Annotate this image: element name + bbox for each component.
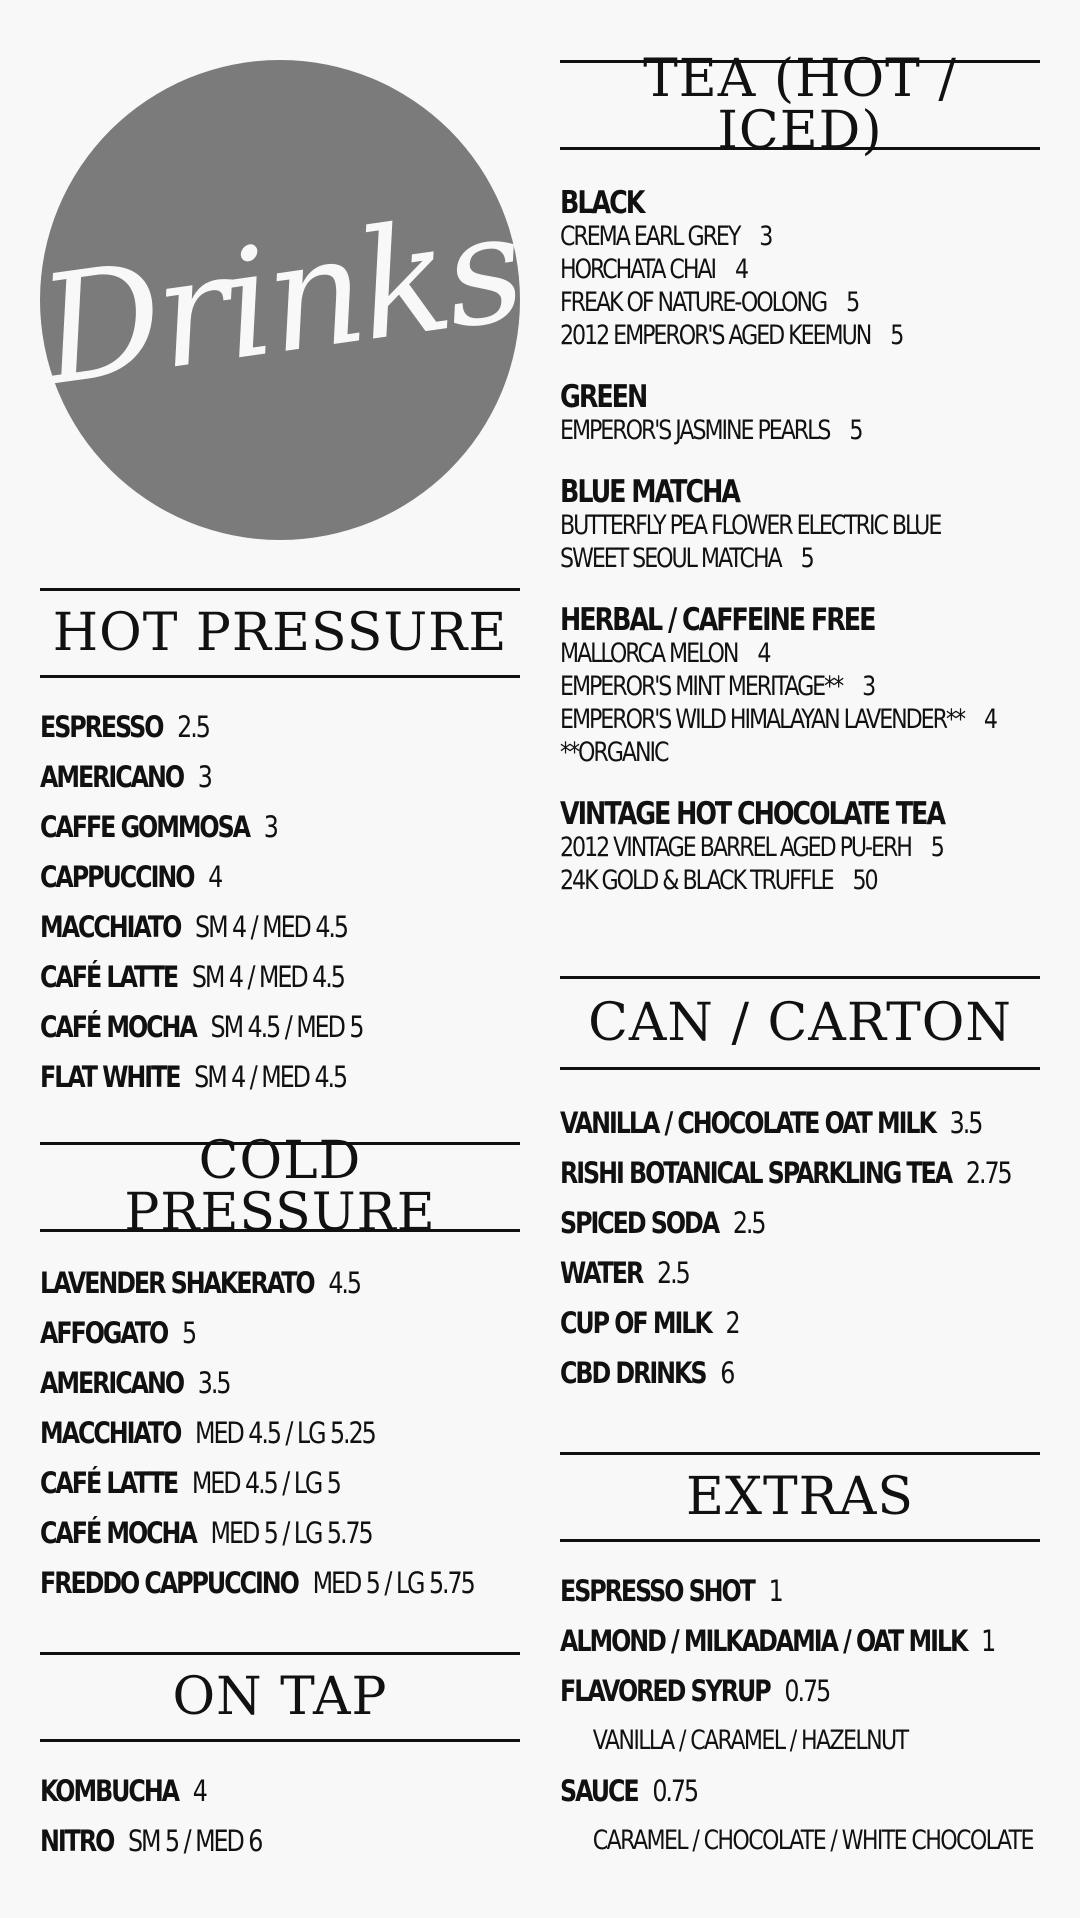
item-name: SAUCE xyxy=(560,1774,638,1808)
menu-item xyxy=(40,702,450,752)
item-price: MED 4.5 / LG 5 xyxy=(191,1466,340,1500)
tea-group xyxy=(560,603,1080,769)
menu-item xyxy=(560,1666,970,1716)
item-name: CAFÉ MOCHA xyxy=(40,1516,196,1550)
menu-item xyxy=(40,1358,450,1408)
tea-heading: TEA (HOT / ICED) xyxy=(560,60,1040,150)
tea-item: SWEET SEOUL MATCHA 5 xyxy=(560,543,813,574)
tea-category: HERBAL / CAFFEINE FREE xyxy=(560,602,875,638)
item-price: 3.5 xyxy=(949,1106,982,1140)
menu-item xyxy=(40,952,450,1002)
menu-item xyxy=(40,902,450,952)
can-carton-heading: CAN / CARTON xyxy=(560,976,1040,1070)
menu-item xyxy=(560,1616,995,1666)
item-name: CUP OF MILK xyxy=(560,1306,711,1340)
menu-item xyxy=(40,1408,450,1458)
hot-pressure-list xyxy=(40,702,540,1102)
item-name: VANILLA / CHOCOLATE OAT MILK xyxy=(560,1106,935,1140)
menu-item xyxy=(560,1198,970,1248)
tea-item: 24K GOLD & BLACK TRUFFLE 50 xyxy=(560,865,877,896)
tea-category: GREEN xyxy=(560,379,647,415)
tea-group xyxy=(560,380,1080,447)
item-name: LAVENDER SHAKERATO xyxy=(40,1266,314,1300)
hot-pressure-heading: HOT PRESSURE xyxy=(40,588,520,678)
item-name: CAPPUCCINO xyxy=(40,860,194,894)
logo-text: Drinks xyxy=(30,180,530,420)
tea-item: EMPEROR'S JASMINE PEARLS 5 xyxy=(560,415,862,446)
item-name: KOMBUCHA xyxy=(40,1774,179,1808)
item-price: 3 xyxy=(197,760,211,794)
menu-item xyxy=(560,1248,970,1298)
menu-item xyxy=(40,1816,450,1866)
item-options: VANILLA / CARAMEL / HAZELNUT xyxy=(592,1725,908,1756)
item-price: SM 4 / MED 4.5 xyxy=(194,1060,347,1094)
item-price: SM 4.5 / MED 5 xyxy=(210,1010,363,1044)
tea-category: VINTAGE HOT CHOCOLATE TEA xyxy=(560,796,944,832)
item-price: 2.5 xyxy=(177,710,209,744)
item-price: 2.75 xyxy=(965,1156,1011,1190)
tea-list xyxy=(560,186,1080,925)
item-name: RISHI BOTANICAL SPARKLING TEA xyxy=(560,1156,952,1190)
item-name: CBD DRINKS xyxy=(560,1356,706,1390)
menu-item xyxy=(40,802,450,852)
item-price: 6 xyxy=(720,1356,734,1390)
item-name: CAFFE GOMMOSA xyxy=(40,810,250,844)
menu-item xyxy=(40,1508,450,1558)
tea-item: CREMA EARL GREY 3 xyxy=(560,221,772,252)
menu-item xyxy=(40,752,450,802)
menu-item xyxy=(40,1002,450,1052)
item-options: CARAMEL / CHOCOLATE / WHITE CHOCOLATE xyxy=(592,1825,1033,1856)
item-price: 4.5 xyxy=(328,1266,361,1300)
item-name: AMERICANO xyxy=(40,760,184,794)
item-price: 3.5 xyxy=(197,1366,230,1400)
item-name: AMERICANO xyxy=(40,1366,184,1400)
tea-item: 2012 VINTAGE BARREL AGED PU-ERH 5 xyxy=(560,832,943,863)
menu-item xyxy=(40,1766,450,1816)
menu-item xyxy=(560,1566,970,1616)
item-price: 4 xyxy=(192,1774,206,1808)
item-price: 5 xyxy=(181,1316,196,1350)
item-price: SM 4 / MED 4.5 xyxy=(195,910,348,944)
item-price: MED 5 / LG 5.75 xyxy=(312,1566,474,1600)
item-price: 0.75 xyxy=(652,1774,698,1808)
on-tap-heading: ON TAP xyxy=(40,1652,520,1742)
tea-group xyxy=(560,186,1080,352)
item-name: ESPRESSO xyxy=(40,710,163,744)
tea-item: BUTTERFLY PEA FLOWER ELECTRIC BLUE xyxy=(560,510,941,541)
item-price: 2.5 xyxy=(732,1206,765,1240)
tea-group xyxy=(560,475,1080,575)
cold-pressure-list xyxy=(40,1258,540,1608)
menu-item xyxy=(40,1308,450,1358)
item-price: 4 xyxy=(208,860,222,894)
item-price: 3 xyxy=(263,810,277,844)
tea-group xyxy=(560,797,1080,897)
menu-item xyxy=(560,1148,1011,1198)
item-name: ALMOND / MILKADAMIA / OAT MILK xyxy=(560,1624,967,1658)
item-price: 1 xyxy=(981,1624,995,1658)
item-name: NITRO xyxy=(40,1824,114,1858)
tea-item: MALLORCA MELON 4 xyxy=(560,638,770,669)
extras-heading: EXTRAS xyxy=(560,1452,1040,1542)
item-name: ESPRESSO SHOT xyxy=(560,1574,754,1608)
item-name: WATER xyxy=(560,1256,643,1290)
extras-list xyxy=(560,1566,1060,1866)
menu-item xyxy=(40,852,450,902)
menu-item xyxy=(40,1258,450,1308)
tea-item: EMPEROR'S WILD HIMALAYAN LAVENDER** 4 xyxy=(560,704,996,735)
item-name: CAFÉ MOCHA xyxy=(40,1010,196,1044)
tea-category: BLACK xyxy=(560,185,644,221)
item-name: SPICED SODA xyxy=(560,1206,719,1240)
tea-item: EMPEROR'S MINT MERITAGE** 3 xyxy=(560,671,875,702)
item-name: FREDDO CAPPUCCINO xyxy=(40,1566,298,1600)
menu-item xyxy=(40,1458,450,1508)
item-price: SM 5 / MED 6 xyxy=(128,1824,262,1858)
item-price: MED 4.5 / LG 5.25 xyxy=(195,1416,375,1450)
menu-item xyxy=(560,1348,970,1398)
menu-item xyxy=(560,1298,970,1348)
menu-item xyxy=(560,1766,970,1816)
item-name: MACCHIATO xyxy=(40,1416,181,1450)
item-name: CAFÉ LATTE xyxy=(40,960,178,994)
tea-category: BLUE MATCHA xyxy=(560,474,739,510)
item-price: MED 5 / LG 5.75 xyxy=(210,1516,372,1550)
tea-item: FREAK OF NATURE-OOLONG 5 xyxy=(560,287,859,318)
menu-item xyxy=(40,1052,450,1102)
item-price: 1 xyxy=(768,1574,782,1608)
tea-item: **ORGANIC xyxy=(560,737,668,768)
item-name: AFFOGATO xyxy=(40,1316,168,1350)
item-price: 0.75 xyxy=(784,1674,830,1708)
drinks-logo xyxy=(30,60,530,540)
tea-item: HORCHATA CHAI 4 xyxy=(560,254,747,285)
on-tap-list xyxy=(40,1766,540,1866)
item-name: FLAVORED SYRUP xyxy=(560,1674,770,1708)
tea-item: 2012 EMPEROR'S AGED KEEMUN 5 xyxy=(560,320,903,351)
item-price: 2 xyxy=(725,1306,739,1340)
item-name: CAFÉ LATTE xyxy=(40,1466,178,1500)
item-name: FLAT WHITE xyxy=(40,1060,180,1094)
menu-item xyxy=(560,1098,982,1148)
item-price: 2.5 xyxy=(657,1256,689,1290)
cold-pressure-heading: COLD PRESSURE xyxy=(40,1142,520,1232)
can-carton-list xyxy=(560,1098,1060,1398)
item-price: SM 4 / MED 4.5 xyxy=(191,960,344,994)
item-name: MACCHIATO xyxy=(40,910,181,944)
menu-item xyxy=(40,1558,474,1608)
